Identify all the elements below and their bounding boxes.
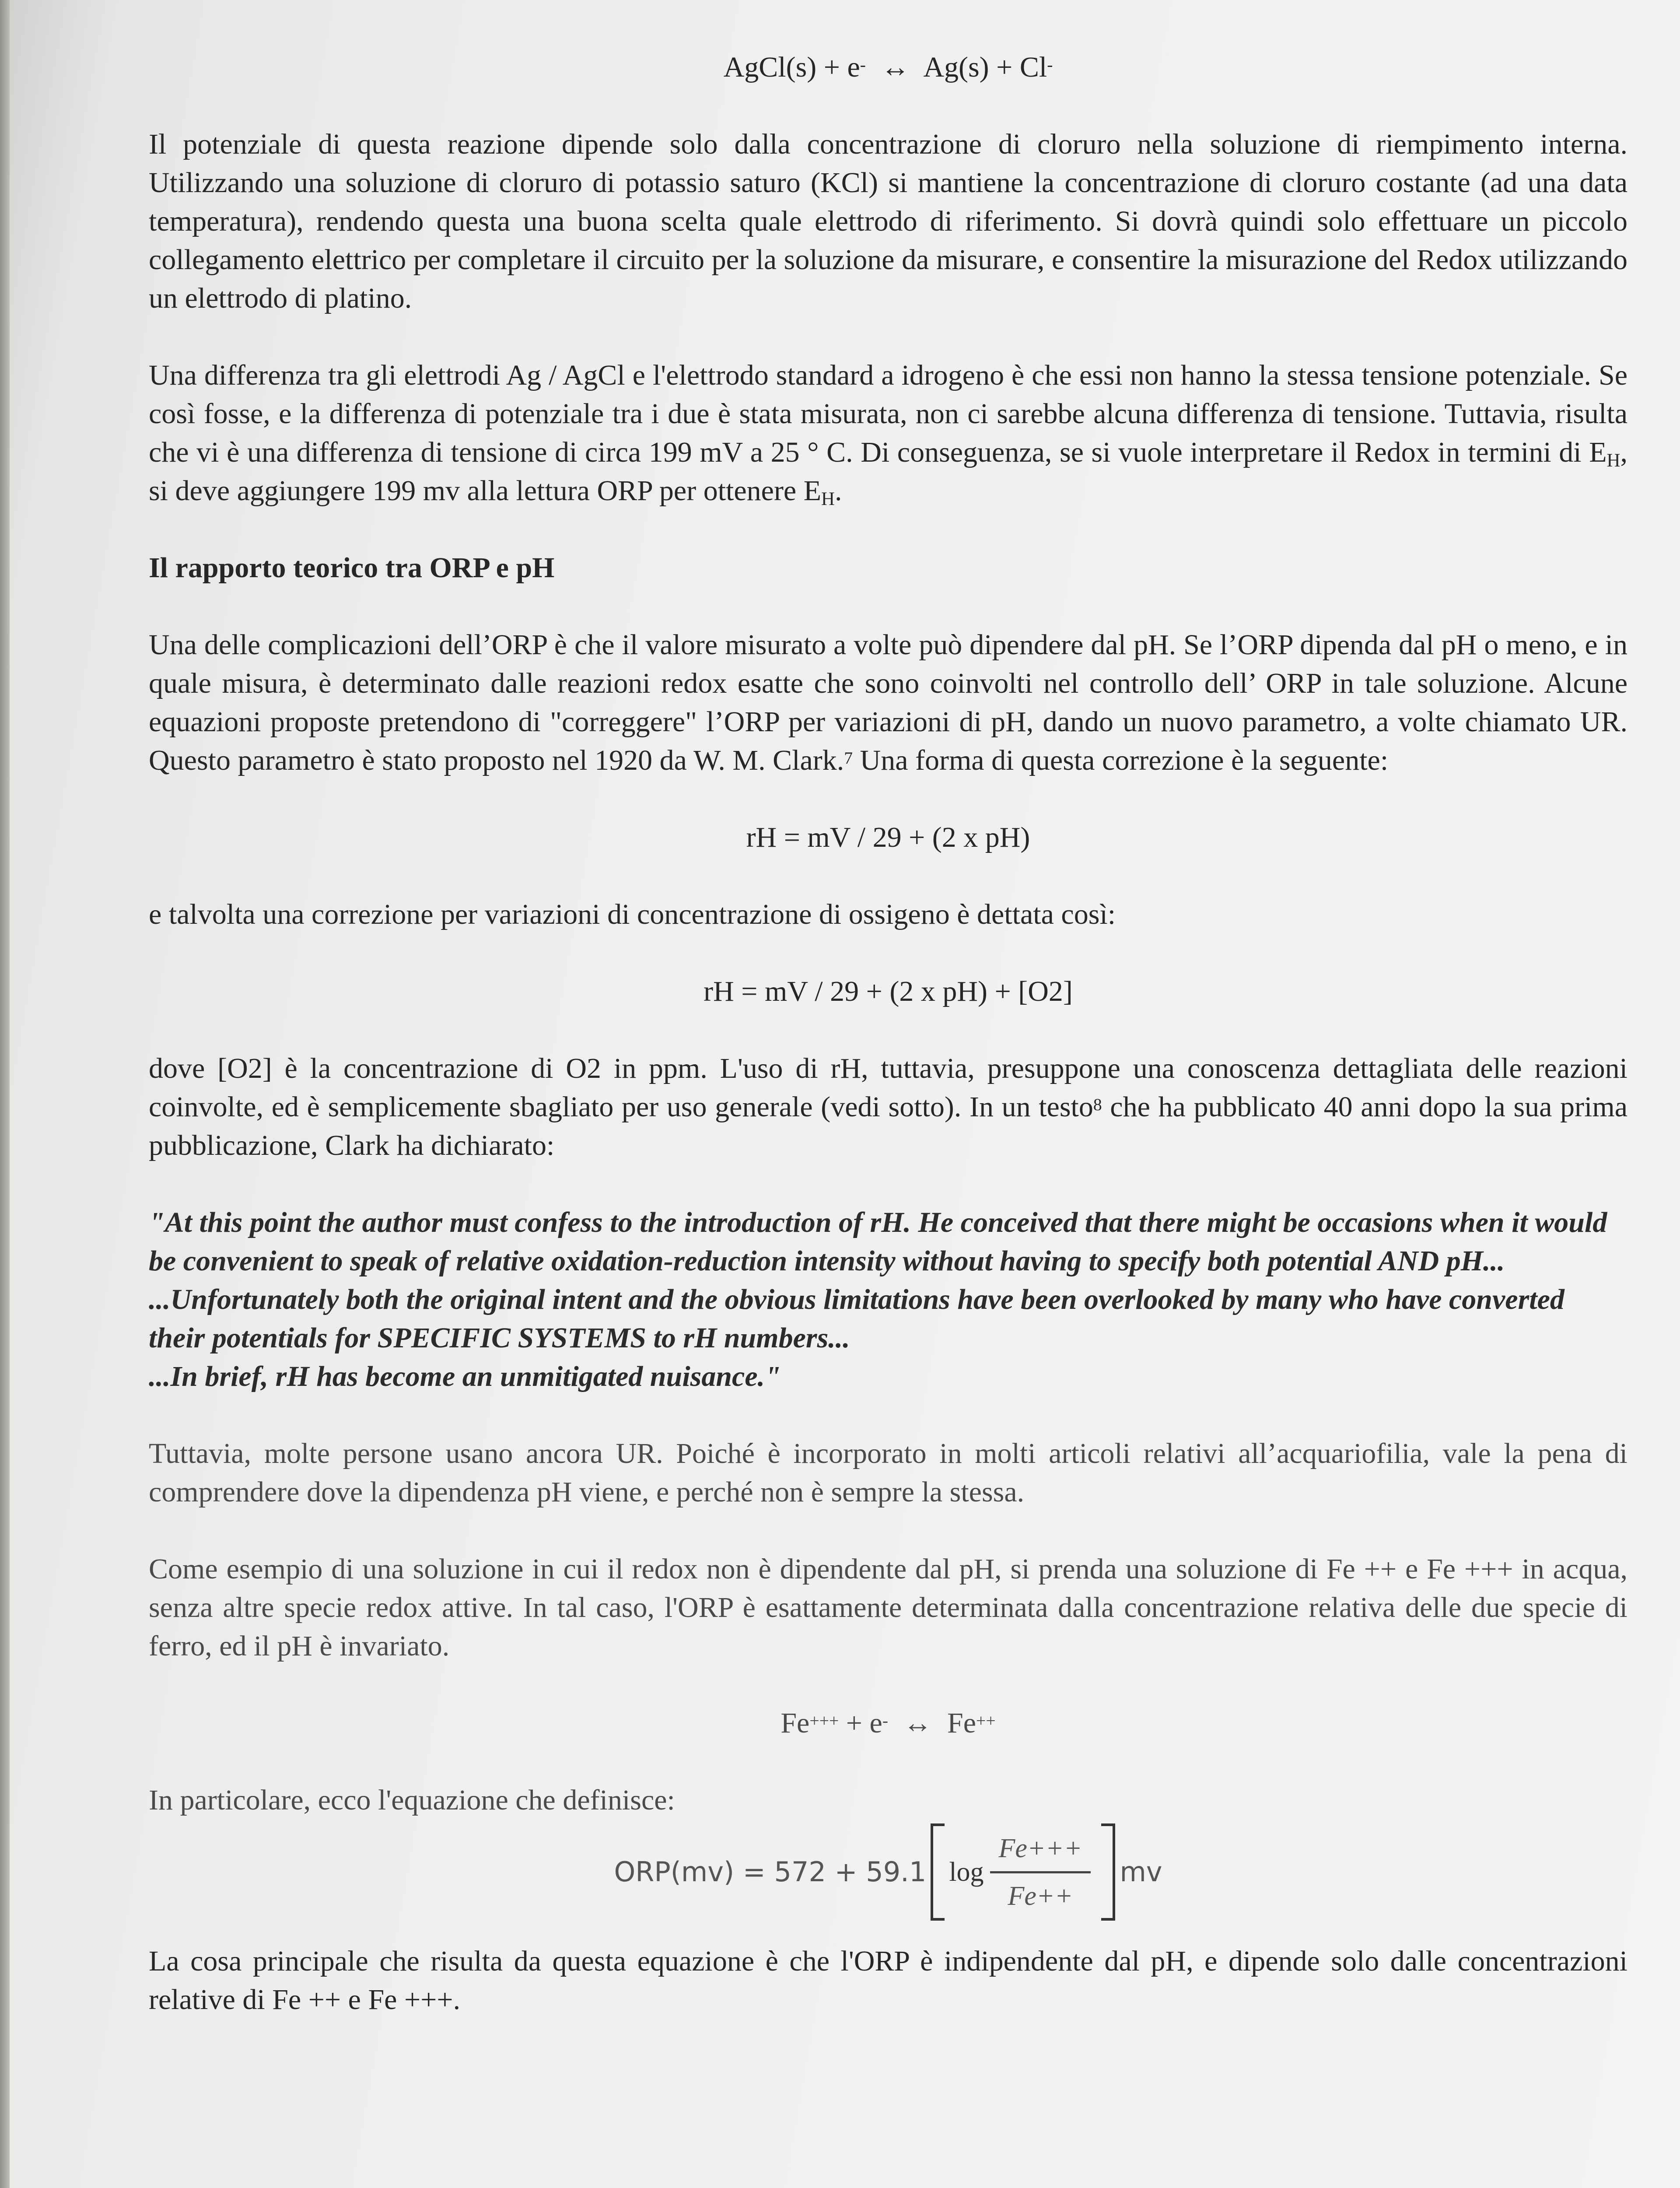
- paragraph-potential-difference: Una differenza tra gli elettrodi Ag / AgCl e l'elettrodo standard a idrogeno è che essi non hanno la stessa tensione potenziale. Se così fosse, e la differenza di potenziale tra i due è stata misurata, non ci sarebbe alcuna differenza di tensione. Tuttavia, risulta che vi è una differenza di tensione di circa 199 mV a 25 ° C. Di conseguenza, se si vuole interpretare il Redox in termini di $E_H$, si deve aggiungere 199 mv alla lettura ORP per ottenere $E_H$.: [149, 359, 1628, 509]
- paragraph-aquarium: Tuttavia, molte persone usano ancora UR. Poiché è incorporato in molti articoli relativi all’acquariofilia, vale la pena di comprendere dove la dipendenza pH viene, e perché non è sempre la stessa.: [149, 1438, 1628, 1508]
- paragraph-orp-ph: Una delle complicazioni dell’ORP è che il valore misurato a volte può dipendere dal pH. Se l’ORP dipenda dal pH o meno, e in quale misura, è determinato dalle reazioni redox esatte che sono coinvolti nel controllo dell’ ORP in tale soluzione. Alcune equazioni proposte pretendono di "correggere" l’ORP per variazioni di pH, dando un nuovo parametro, a volte chiamato UR. Questo parametro è stato proposto nel 1920 da W. M. Clark.$^7$ Una forma di questa correzione è la seguente:: [149, 629, 1628, 776]
- right-bracket: [1101, 1823, 1115, 1921]
- paragraph-defining-equation: In particolare, ecco l'equazione che definisce:: [149, 1784, 675, 1816]
- paragraph-clark: dove [O2] è la concentrazione di O2 in ppm. L'uso di rH, tuttavia, presuppone una conoscenza dettagliata delle reazioni coinvolte, ed è semplicemente sbagliato per uso generale (vedi sotto). In un testo$^8$ che ha pubblicato 40 anni dopo la sua prima pubblicazione, Clark ha dichiarato:: [149, 1052, 1628, 1161]
- paragraph-reference-electrode: Il potenziale di questa reazione dipende solo dalla concentrazione di cloruro nella soluzione di riempimento interna. Utilizzando una soluzione di cloruro di potassio saturo (KCl) si mantiene la concentrazione di cloruro costante (ad una data temperatura), rendendo questa una buona scelta quale elettrodo di riferimento. Si dovrà quindi solo effettuare un piccolo collegamento elettrico per completare il circuito per la soluzione da misurare, e consentire la misurazione del Redox utilizzando un elettrodo di platino.: [149, 128, 1628, 314]
- left-bracket: [931, 1823, 945, 1921]
- equation-iron: Fe+++ + e- ↔ Fe++: [780, 1707, 996, 1739]
- paragraph-oxygen-correction: e talvolta una correzione per variazioni di concentrazione di ossigeno è dettata così:: [149, 898, 1116, 930]
- equation-rh-oxygen: rH = mV / 29 + (2 x pH) + [O2]: [704, 975, 1073, 1007]
- equation-agcl: AgCl(s) + e- ↔ Ag(s) + Cl-: [723, 51, 1053, 83]
- paragraph-conclusion: La cosa principale che risulta da questa equazione è che l'ORP è indipendente dal pH, e dipende solo dalle concentrazioni relative di Fe ++ e Fe +++.: [149, 1945, 1628, 2016]
- page-binding-shadow: [0, 0, 10, 2188]
- paragraph-iron-example: Come esempio di una soluzione in cui il redox non è dipendente dal pH, si prenda una soluzione di Fe ++ e Fe +++ in acqua, senza altre specie redox attive. In tal caso, l'ORP è esattamente determinata dalla concentrazione relativa delle due specie di ferro, ed il pH è invariato.: [149, 1553, 1628, 1662]
- equation-rh: rH = mV / 29 + (2 x pH): [746, 821, 1030, 853]
- equation-orp: ORP(mv) = 572 + 59.1 log $\frac{Fe+++}{Fe++}$ mv: [149, 1820, 1628, 1925]
- fraction: $\frac{Fe+++}{Fe++}$: [990, 1829, 1091, 1915]
- section-heading: Il rapporto teorico tra ORP e pH: [149, 552, 555, 584]
- clark-quote: "At this point the author must confess to the introduction of rH. He conceived that there might be occasions when it would be convenient to speak of relative oxidation-reduction intensity without having to specify both potential AND pH... ...Unfortunately both the original intent and the obvious limitations have been overlooked by many who have converted their potentials for SPECIFIC SYSTEMS to rH numbers... ...In brief, rH has become an unmitigated nuisance.": [149, 1206, 1607, 1392]
- document-body: [149, 48, 1628, 2019]
